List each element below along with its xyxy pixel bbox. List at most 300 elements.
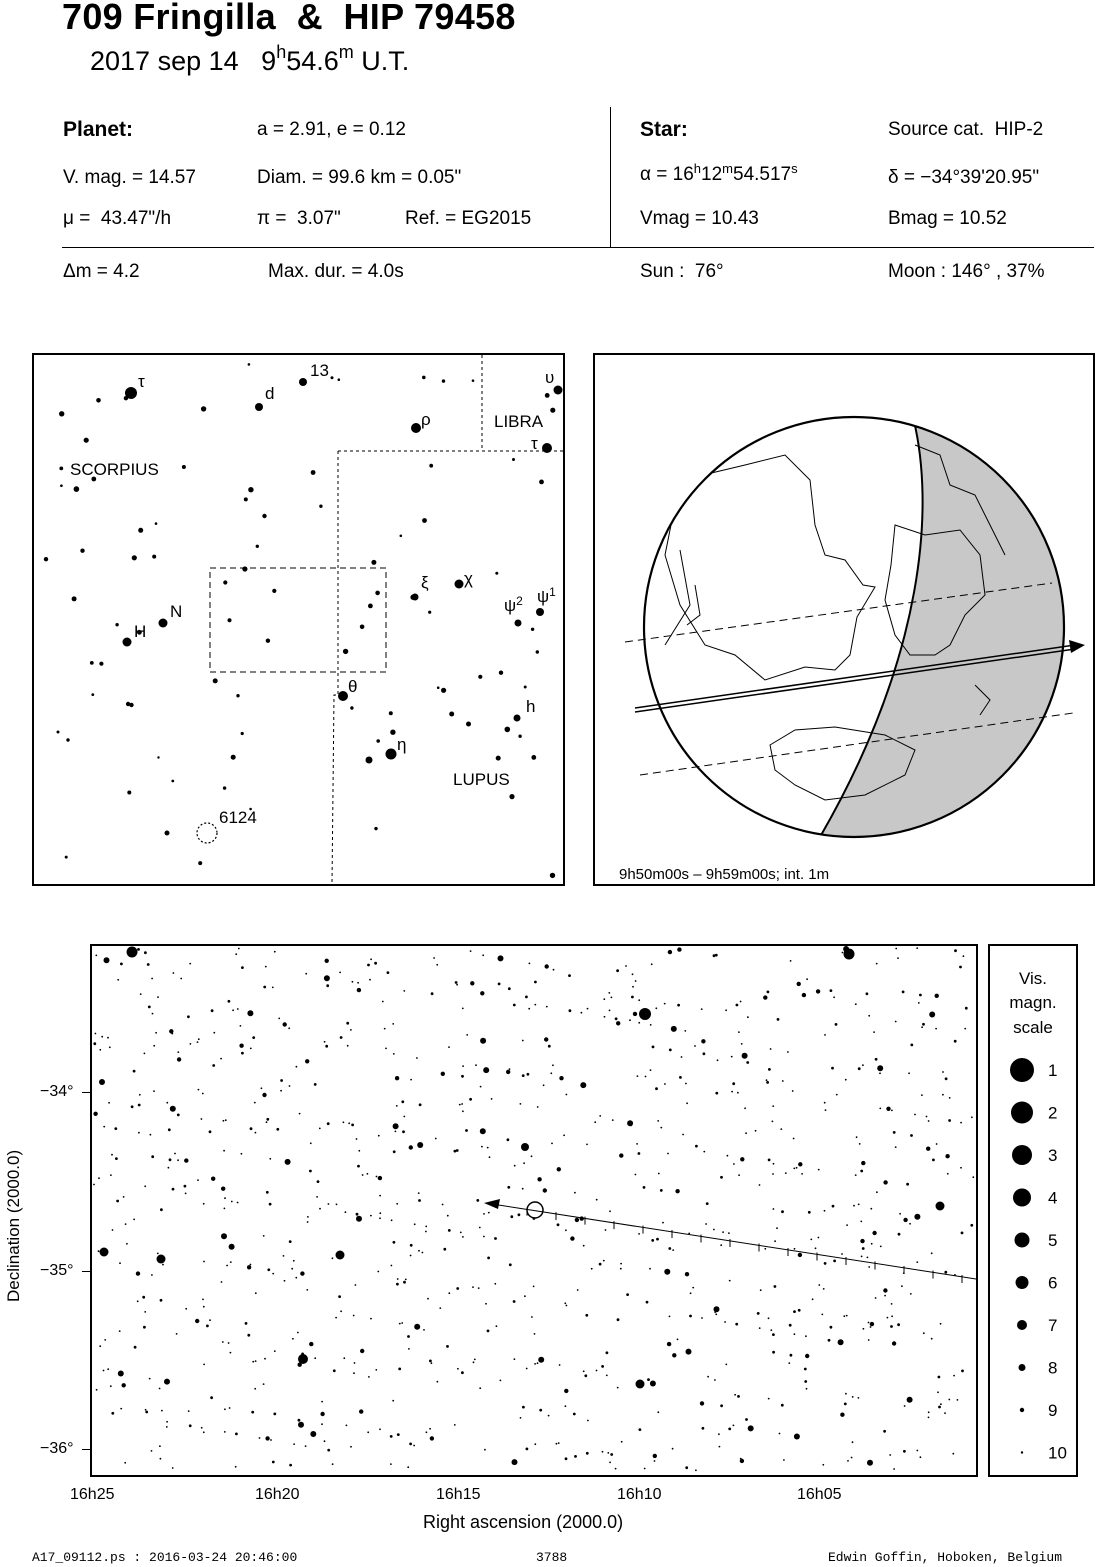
detail-star bbox=[374, 962, 377, 965]
detail-star bbox=[291, 1268, 293, 1270]
detail-star bbox=[790, 1354, 793, 1357]
legend-title-2: magn. bbox=[1009, 993, 1057, 1012]
detail-star bbox=[332, 1257, 334, 1259]
detail-star bbox=[155, 1032, 157, 1034]
legend-mag-dot bbox=[1016, 1276, 1029, 1289]
detail-star bbox=[439, 1307, 441, 1309]
detail-star bbox=[99, 1049, 101, 1051]
detail-star bbox=[479, 1387, 481, 1389]
detail-star bbox=[494, 1283, 496, 1285]
detail-star bbox=[804, 1368, 807, 1371]
detail-star bbox=[507, 1138, 510, 1141]
detail-star bbox=[653, 1454, 657, 1458]
detail-star bbox=[254, 1102, 256, 1104]
detail-star bbox=[617, 1318, 620, 1321]
finder-star bbox=[371, 560, 376, 565]
detail-star bbox=[377, 1271, 379, 1273]
detail-star bbox=[126, 1243, 128, 1245]
detail-star bbox=[866, 992, 869, 995]
detail-star bbox=[297, 1332, 299, 1334]
detail-star bbox=[480, 991, 484, 995]
globe-caption: 9h50m00s – 9h59m00s; int. 1m bbox=[619, 866, 830, 883]
detail-star bbox=[897, 957, 899, 959]
detail-star bbox=[413, 1445, 415, 1447]
detail-star bbox=[461, 1371, 464, 1374]
detail-star bbox=[926, 1116, 928, 1118]
detail-star bbox=[357, 982, 359, 984]
detail-star bbox=[836, 1094, 838, 1096]
detail-star bbox=[148, 1006, 151, 1009]
detail-star bbox=[488, 1212, 490, 1214]
detail-star bbox=[168, 1167, 170, 1169]
detail-star bbox=[895, 948, 897, 950]
star-label-psi2: $\psi^2$ bbox=[504, 594, 523, 615]
detail-star bbox=[229, 1407, 231, 1409]
detail-star bbox=[509, 1068, 511, 1070]
detail-star bbox=[668, 950, 672, 954]
finder-bright-star bbox=[411, 423, 421, 433]
detail-star bbox=[356, 1216, 362, 1222]
detail-star bbox=[898, 1233, 901, 1236]
detail-star bbox=[787, 1051, 789, 1053]
finder-star bbox=[124, 396, 128, 400]
detail-star bbox=[944, 1412, 946, 1414]
detail-star bbox=[942, 1071, 944, 1073]
detail-star bbox=[430, 1436, 434, 1440]
detail-star bbox=[274, 951, 276, 953]
x-axis-label: Right ascension (2000.0) bbox=[423, 1512, 624, 1532]
finder-star bbox=[400, 535, 403, 538]
detail-star bbox=[574, 1192, 576, 1194]
detail-star bbox=[867, 1460, 873, 1466]
detail-star bbox=[953, 1375, 955, 1377]
detail-star bbox=[514, 1358, 516, 1360]
detail-star bbox=[166, 1426, 168, 1428]
detail-star bbox=[228, 1342, 230, 1344]
detail-star bbox=[872, 1231, 876, 1235]
detail-star bbox=[498, 955, 504, 961]
detail-star bbox=[237, 1202, 239, 1204]
detail-star bbox=[757, 1312, 760, 1315]
detail-star bbox=[527, 1073, 530, 1076]
detail-star bbox=[773, 1208, 775, 1210]
detail-star bbox=[524, 1295, 526, 1297]
detail-star bbox=[273, 1413, 276, 1416]
detail-star bbox=[305, 1059, 309, 1063]
detail-star bbox=[500, 1380, 502, 1382]
detail-star bbox=[461, 1075, 464, 1078]
detail-star bbox=[473, 1361, 475, 1363]
detail-star bbox=[408, 1348, 410, 1350]
finder-star bbox=[389, 711, 393, 715]
detail-bright-star bbox=[298, 1354, 308, 1364]
detail-star bbox=[922, 1023, 925, 1026]
detail-star bbox=[110, 1385, 112, 1387]
detail-star bbox=[360, 1349, 364, 1353]
detail-star bbox=[522, 1074, 525, 1077]
star-delta: δ = −34°39'20.95" bbox=[888, 167, 1040, 188]
detail-star bbox=[868, 1339, 870, 1341]
detail-star bbox=[655, 1087, 658, 1090]
detail-star bbox=[656, 1238, 659, 1241]
finder-star bbox=[66, 738, 69, 741]
planet-reference: Ref. = EG2015 bbox=[405, 208, 532, 229]
detail-star bbox=[391, 1265, 393, 1267]
detail-star bbox=[510, 1215, 513, 1218]
detail-star bbox=[358, 1150, 360, 1152]
finder-bright-star bbox=[123, 638, 132, 647]
detail-star bbox=[409, 1443, 412, 1446]
detail-star bbox=[228, 1000, 231, 1003]
detail-star bbox=[655, 1007, 657, 1009]
detail-star bbox=[180, 978, 182, 980]
detail-star bbox=[353, 1372, 355, 1374]
detail-star bbox=[325, 959, 329, 963]
detail-star bbox=[250, 1048, 252, 1050]
finder-chart-svg bbox=[34, 355, 563, 884]
detail-star bbox=[868, 1266, 870, 1268]
detail-star bbox=[272, 987, 274, 989]
detail-star bbox=[715, 1313, 717, 1315]
detail-star bbox=[831, 1067, 834, 1070]
detail-star bbox=[305, 973, 307, 975]
detail-star bbox=[474, 1359, 476, 1361]
detail-star bbox=[184, 1158, 188, 1162]
detail-star bbox=[185, 1308, 187, 1310]
detail-star bbox=[418, 1199, 421, 1202]
detail-star bbox=[259, 1437, 261, 1439]
detail-star bbox=[883, 1180, 887, 1184]
star-label-H: H bbox=[134, 622, 147, 641]
detail-star bbox=[701, 1008, 703, 1010]
legend-mag-dot bbox=[1019, 1364, 1026, 1371]
finder-star bbox=[231, 755, 236, 760]
detail-star bbox=[265, 966, 267, 968]
detail-star bbox=[643, 1186, 646, 1189]
finder-star bbox=[545, 393, 550, 398]
detail-star bbox=[606, 1351, 609, 1354]
detail-star bbox=[198, 1089, 200, 1091]
detail-star bbox=[369, 979, 371, 981]
detail-star bbox=[671, 1026, 677, 1032]
detail-star bbox=[781, 1210, 784, 1213]
detail-star bbox=[960, 1167, 962, 1169]
detail-star bbox=[144, 1053, 146, 1055]
detail-star bbox=[340, 1036, 343, 1039]
detail-star bbox=[522, 1188, 524, 1190]
detail-star bbox=[201, 1427, 203, 1429]
detail-star bbox=[914, 1114, 916, 1116]
detail-star bbox=[398, 1368, 401, 1371]
detail-star bbox=[806, 1388, 808, 1390]
detail-star bbox=[446, 1345, 449, 1348]
detail-star bbox=[861, 1256, 863, 1258]
star-label-xi: ξ bbox=[421, 573, 429, 592]
detail-star bbox=[740, 1458, 742, 1460]
detail-star bbox=[112, 1229, 114, 1231]
detail-star bbox=[785, 1172, 787, 1174]
detail-star bbox=[935, 994, 939, 998]
detail-star bbox=[544, 1037, 548, 1041]
detail-star bbox=[558, 1442, 560, 1444]
detail-star bbox=[773, 1163, 775, 1165]
detail-star bbox=[772, 1121, 774, 1123]
cluster-6124-marker bbox=[197, 823, 217, 843]
detail-star bbox=[95, 1033, 97, 1035]
detail-star bbox=[843, 1315, 845, 1317]
detail-star bbox=[805, 1354, 809, 1358]
detail-star bbox=[159, 1388, 161, 1390]
detail-star bbox=[735, 1323, 738, 1326]
detail-star bbox=[414, 1324, 420, 1330]
detail-star bbox=[190, 1043, 192, 1045]
detail-star bbox=[564, 1302, 566, 1304]
detail-star bbox=[728, 1232, 730, 1234]
detail-star bbox=[299, 1113, 301, 1115]
finder-chart bbox=[32, 353, 565, 886]
detail-star bbox=[587, 1008, 589, 1010]
detail-star bbox=[357, 1165, 360, 1168]
finder-star bbox=[90, 661, 94, 665]
detail-star bbox=[637, 1075, 639, 1077]
detail-star bbox=[947, 1173, 949, 1175]
finder-star bbox=[343, 649, 348, 654]
finder-star bbox=[256, 545, 259, 548]
detail-star bbox=[780, 1128, 782, 1130]
detail-star bbox=[707, 1376, 709, 1378]
detail-star bbox=[119, 1330, 121, 1332]
detail-star bbox=[867, 1257, 869, 1259]
time-suffix: U.T. bbox=[361, 46, 410, 76]
detail-star bbox=[798, 1162, 802, 1166]
detail-star bbox=[125, 1223, 127, 1225]
detail-star bbox=[534, 1004, 536, 1006]
detail-star bbox=[376, 1176, 378, 1178]
detail-star bbox=[370, 1215, 372, 1217]
detail-star bbox=[355, 1284, 357, 1286]
detail-star bbox=[235, 953, 237, 955]
detail-star bbox=[221, 1281, 223, 1283]
detail-star bbox=[391, 1219, 393, 1221]
detail-star bbox=[166, 1421, 168, 1423]
detail-star bbox=[149, 1378, 151, 1380]
detail-star bbox=[774, 1240, 776, 1242]
finder-star bbox=[182, 465, 186, 469]
detail-star bbox=[738, 1031, 740, 1033]
detail-star bbox=[225, 1119, 227, 1121]
detail-star bbox=[774, 1285, 777, 1288]
detail-star bbox=[247, 1334, 250, 1337]
detail-star bbox=[830, 1326, 833, 1329]
finder-star bbox=[60, 484, 63, 487]
detail-star bbox=[714, 1379, 716, 1381]
detail-star bbox=[292, 1338, 294, 1340]
detail-star bbox=[851, 1457, 853, 1459]
detail-star bbox=[760, 1289, 762, 1291]
detail-star bbox=[715, 1092, 718, 1095]
detail-star bbox=[379, 1217, 381, 1219]
detail-star bbox=[478, 1287, 480, 1289]
finder-star bbox=[99, 662, 103, 666]
detail-star bbox=[107, 1368, 109, 1370]
detail-star bbox=[111, 1412, 114, 1415]
detail-star bbox=[104, 1339, 106, 1341]
detail-star bbox=[484, 1449, 486, 1451]
detail-star bbox=[609, 1010, 611, 1012]
detail-star bbox=[476, 1199, 479, 1202]
x-tick-1605: 16h05 bbox=[797, 1486, 842, 1503]
finder-star bbox=[171, 780, 174, 783]
detail-star bbox=[153, 1090, 155, 1092]
detail-star bbox=[633, 1012, 637, 1016]
detail-star bbox=[777, 1018, 780, 1021]
detail-star bbox=[873, 1031, 875, 1033]
finder-star bbox=[59, 467, 63, 471]
detail-star bbox=[846, 1224, 848, 1226]
detail-star bbox=[390, 1463, 392, 1465]
info-separator bbox=[62, 247, 1094, 248]
finder-star bbox=[157, 756, 159, 758]
detail-star bbox=[224, 1197, 226, 1199]
detail-star bbox=[534, 981, 537, 984]
detail-star bbox=[695, 1145, 698, 1148]
detail-star bbox=[928, 1417, 930, 1419]
detail-star bbox=[157, 1253, 159, 1255]
detail-star bbox=[615, 1468, 617, 1470]
detail-bright-star bbox=[521, 1143, 529, 1151]
detail-star bbox=[718, 1433, 720, 1435]
detail-star bbox=[599, 1263, 602, 1266]
detail-star bbox=[860, 1239, 864, 1243]
finder-star bbox=[72, 596, 77, 601]
detail-star bbox=[494, 1237, 497, 1240]
detail-star bbox=[937, 1391, 939, 1393]
detail-star bbox=[137, 948, 140, 951]
constellation-libra: LIBRA bbox=[494, 412, 544, 431]
detail-star bbox=[177, 1159, 179, 1161]
detail-star bbox=[638, 1152, 641, 1155]
detail-star bbox=[577, 1289, 579, 1291]
detail-star bbox=[103, 1126, 105, 1128]
detail-star bbox=[833, 996, 835, 998]
detail-star bbox=[685, 1272, 689, 1276]
finder-star bbox=[248, 487, 253, 492]
detail-star bbox=[790, 960, 792, 962]
detail-star bbox=[612, 1119, 614, 1121]
detail-star bbox=[818, 1237, 820, 1239]
detail-star bbox=[570, 1236, 574, 1240]
detail-star bbox=[481, 1146, 483, 1148]
detail-star bbox=[410, 1255, 412, 1257]
finder-bright-star bbox=[455, 580, 464, 589]
detail-star bbox=[662, 1222, 664, 1224]
detail-star bbox=[884, 1295, 886, 1297]
finder-star bbox=[536, 650, 539, 653]
detail-star bbox=[235, 1433, 238, 1436]
detail-star bbox=[815, 1247, 817, 1249]
detail-star bbox=[883, 1430, 886, 1433]
detail-star bbox=[916, 947, 918, 949]
detail-star bbox=[109, 1046, 111, 1048]
detail-star bbox=[706, 1202, 709, 1205]
detail-star bbox=[686, 1102, 688, 1104]
detail-star bbox=[649, 1268, 651, 1270]
detail-star bbox=[585, 1314, 588, 1317]
detail-star bbox=[733, 1425, 735, 1427]
detail-star bbox=[455, 981, 458, 984]
detail-star bbox=[423, 1329, 425, 1331]
detail-star bbox=[168, 1128, 171, 1131]
detail-star bbox=[491, 1098, 493, 1100]
event-datetime bbox=[90, 42, 410, 77]
detail-star bbox=[928, 1120, 930, 1122]
detail-star bbox=[537, 1362, 539, 1364]
detail-star bbox=[835, 1023, 838, 1026]
detail-star bbox=[772, 1105, 774, 1107]
detail-star bbox=[523, 1162, 525, 1164]
detail-star bbox=[658, 1173, 660, 1175]
detail-star bbox=[164, 1379, 170, 1385]
detail-star bbox=[255, 1292, 257, 1294]
finder-star bbox=[201, 406, 206, 411]
finder-star bbox=[115, 623, 118, 626]
detail-star bbox=[531, 1155, 533, 1157]
detail-star bbox=[103, 1370, 105, 1372]
time-hours: 9 bbox=[261, 46, 277, 76]
time-minutes: 54.6 bbox=[286, 46, 339, 76]
legend-mag-dot bbox=[1010, 1058, 1034, 1082]
detail-star bbox=[921, 1094, 923, 1096]
detail-star bbox=[283, 1255, 285, 1257]
detail-star bbox=[223, 1150, 225, 1152]
constellation-scorpius: SCORPIUS bbox=[70, 460, 159, 479]
detail-star bbox=[177, 1051, 179, 1053]
detail-star bbox=[317, 1180, 320, 1183]
globe-panel bbox=[593, 353, 1095, 886]
detail-star bbox=[845, 1079, 847, 1081]
detail-star bbox=[846, 1315, 848, 1317]
star-label-psi1: $\psi^1$ bbox=[537, 585, 556, 606]
detail-star bbox=[528, 1008, 530, 1010]
detail-star bbox=[251, 1411, 254, 1414]
detail-star bbox=[627, 1120, 633, 1126]
detail-star bbox=[904, 1405, 906, 1407]
time-minutes-unit: m bbox=[338, 42, 354, 62]
detail-star bbox=[568, 974, 571, 977]
detail-star bbox=[891, 1315, 893, 1317]
star-source: Source cat. HIP-2 bbox=[888, 119, 1044, 140]
detail-star bbox=[669, 1316, 671, 1318]
detail-star bbox=[144, 1311, 146, 1313]
detail-stars bbox=[93, 946, 974, 1471]
detail-star bbox=[907, 1397, 913, 1403]
detail-star bbox=[263, 1235, 265, 1237]
detail-star bbox=[409, 1145, 413, 1149]
detail-star bbox=[543, 1188, 547, 1192]
detail-star bbox=[705, 1223, 707, 1225]
detail-star bbox=[145, 1411, 148, 1414]
detail-star bbox=[370, 1318, 372, 1320]
boundary-scorpius-lupus bbox=[332, 451, 338, 884]
x-tick-1610: 16h10 bbox=[617, 1486, 662, 1503]
detail-star bbox=[768, 1068, 771, 1071]
finder-star bbox=[228, 618, 232, 622]
detail-star bbox=[763, 995, 767, 999]
detail-star bbox=[563, 1134, 565, 1136]
detail-star bbox=[343, 1357, 345, 1359]
detail-star bbox=[239, 1044, 243, 1048]
finder-bright-star bbox=[514, 715, 521, 722]
